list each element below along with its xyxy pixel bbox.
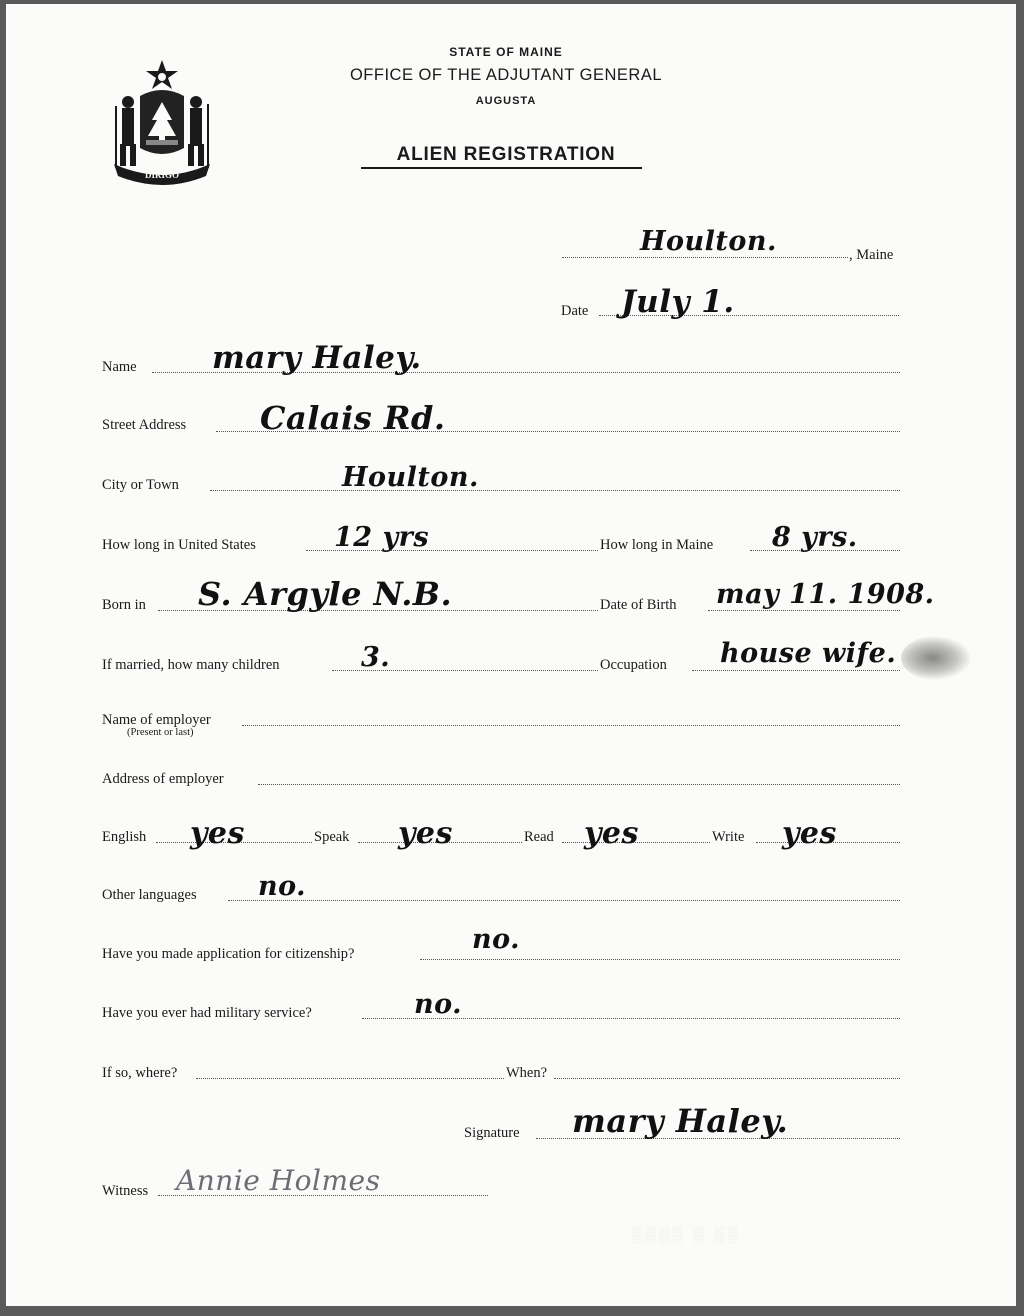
children-value[interactable]: 3.: [361, 642, 391, 673]
when-label: When?: [506, 1065, 548, 1081]
signature-label: Signature: [464, 1125, 520, 1141]
seal-motto: DIRIGO: [144, 170, 180, 180]
street-value[interactable]: Calais Rd.: [260, 399, 446, 437]
witness-value[interactable]: Annie Holmes: [176, 1164, 381, 1197]
how-long-me-value[interactable]: 8 yrs.: [772, 522, 858, 553]
occupation-line: [692, 670, 900, 671]
citizenship-value[interactable]: no.: [472, 924, 521, 955]
dob-label: Date of Birth: [600, 597, 677, 613]
read-value[interactable]: yes: [584, 816, 639, 851]
english-value[interactable]: yes: [190, 816, 245, 851]
citizenship-label: Have you made application for citizenship?: [102, 946, 355, 962]
read-label: Read: [524, 829, 554, 845]
dob-value[interactable]: may 11. 1908.: [716, 579, 935, 610]
registration-form-page: [6, 4, 1016, 1306]
write-label: Write: [712, 829, 745, 845]
speak-label: Speak: [314, 829, 350, 845]
military-value[interactable]: no.: [414, 989, 463, 1020]
form-title: ALIEN REGISTRATION: [396, 144, 616, 165]
faint-stamp-icon: ░░░░ ░ ░░: [631, 1226, 741, 1243]
write-value[interactable]: yes: [782, 816, 837, 851]
english-label: English: [102, 829, 147, 845]
occupation-value[interactable]: house wife.: [720, 638, 897, 669]
town-line: [562, 257, 848, 258]
maine-label: , Maine: [849, 247, 894, 263]
other-languages-value[interactable]: no.: [258, 871, 307, 902]
born-in-value[interactable]: S. Argyle N.B.: [198, 575, 453, 613]
state-seal-icon: [106, 56, 218, 186]
city-town-value[interactable]: Houlton.: [342, 462, 479, 493]
employer-line[interactable]: [242, 725, 900, 726]
born-in-label: Born in: [102, 597, 146, 613]
how-long-us-label: How long in United States: [102, 537, 256, 553]
when-line[interactable]: [554, 1078, 900, 1079]
witness-label: Witness: [102, 1183, 149, 1199]
how-long-me-label: How long in Maine: [600, 537, 714, 553]
other-languages-label: Other languages: [102, 887, 197, 903]
city-town-label: City or Town: [102, 477, 179, 493]
town-value[interactable]: Houlton.: [640, 226, 777, 257]
header-city: AUGUSTA: [475, 95, 537, 107]
where-label: If so, where?: [102, 1065, 178, 1081]
header-office: OFFICE OF THE ADJUTANT GENERAL: [349, 66, 663, 84]
occupation-label: Occupation: [600, 657, 667, 673]
other-languages-line: [228, 900, 900, 901]
employer-label: Name of employer: [102, 712, 211, 728]
city-town-line: [210, 490, 900, 491]
speak-value[interactable]: yes: [398, 816, 453, 851]
header-state: STATE OF MAINE: [449, 45, 563, 59]
where-line[interactable]: [196, 1078, 504, 1079]
employer-sublabel: (Present or last): [127, 727, 194, 738]
employer-address-label: Address of employer: [102, 771, 224, 787]
ink-smudge: [901, 636, 971, 680]
military-label: Have you ever had military service?: [102, 1005, 312, 1021]
children-label: If married, how many children: [102, 657, 280, 673]
citizenship-line: [420, 959, 900, 960]
street-label: Street Address: [102, 417, 187, 433]
signature-value[interactable]: mary Haley.: [572, 1102, 789, 1140]
name-label: Name: [102, 359, 137, 375]
date-value[interactable]: July 1.: [621, 284, 735, 320]
dob-line: [708, 610, 900, 611]
name-value[interactable]: mary Haley.: [212, 340, 422, 376]
date-label: Date: [561, 303, 589, 319]
how-long-us-value[interactable]: 12 yrs: [334, 522, 430, 553]
title-underline: [361, 167, 642, 169]
employer-address-line[interactable]: [258, 784, 900, 785]
